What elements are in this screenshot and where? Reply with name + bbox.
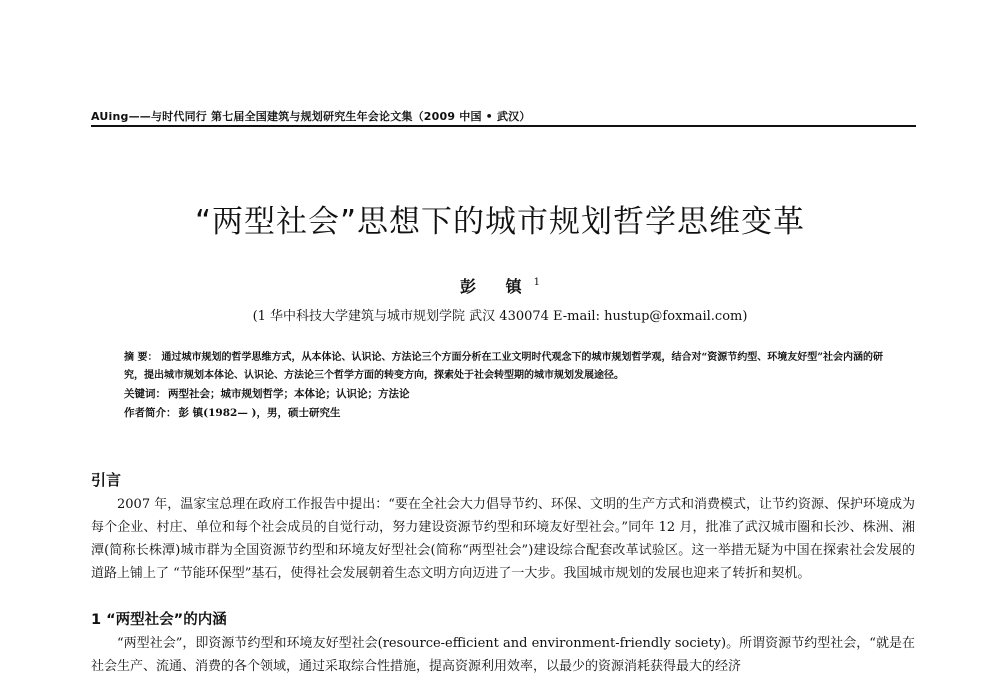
section1-body	[91, 632, 915, 678]
abstract-text: 通过城市规划的哲学思维方式，从本体论、认识论、方法论三个方面分析在工业文明时代观念下的城市规划哲学观，结合对“资源节约型、环境友好型”社会内涵的研究，提出城市规划本体论、认识论、方法论三个哲学方面的转变方向，探索处于社会转型期的城市规划发展途径。	[124, 352, 883, 381]
abstract-label: 摘 要：	[124, 352, 158, 363]
author-superscript: 1	[533, 277, 540, 288]
keywords	[124, 385, 894, 404]
section-heading-intro: 引言	[91, 471, 122, 489]
author-bio-text: 彭 镇(1982— )，男，硕士研究生	[178, 407, 341, 419]
affiliation: (1 华中科技大学建筑与城市规划学院 武汉 430074 E-mail: hustup@foxmail.com)	[252, 309, 748, 324]
author-line	[0, 274, 1000, 297]
section1-paragraph: “两型社会”，即资源节约型和环境友好型社会(resource-efficient and environment-friendly society)。所谓资源节约型社会，“就是在社会生产、流通、消费的各个领域，通过采取综合性措施，提高资源利用效率，以最少的资源消耗获得最大的经济	[91, 636, 915, 674]
section-heading-1: 1 “两型社会”的内涵	[91, 612, 227, 628]
keywords-label: 关键词：	[124, 388, 166, 400]
header-rule	[91, 125, 916, 127]
keywords-text: 两型社会；城市规划哲学；本体论；认识论；方法论	[168, 388, 410, 400]
running-header: AUing——与时代同行 第七届全国建筑与规划研究生年会论文集（2009 中国 • 武汉）	[91, 110, 531, 123]
author-name: 彭 镇	[460, 277, 534, 296]
abstract	[124, 349, 894, 385]
abstract-block	[124, 349, 894, 423]
intro-body	[91, 493, 915, 585]
author-bio-label: 作者简介：	[124, 407, 177, 419]
paper-title: “两型社会”思想下的城市规划哲学思维变革	[194, 204, 806, 240]
intro-paragraph: 2007 年，温家宝总理在政府工作报告中提出：“要在全社会大力倡导节约、环保、文明的生产方式和消费模式，让节约资源、保护环境成为每个企业、村庄、单位和每个社会成员的自觉行动，努力建设资源节约型和环境友好型社会。”同年 12 月，批准了武汉城市圈和长沙、株洲、湘潭(简称长株潭)城市群为全国资源节约型和环境友好型社会(简称“两型社会”)建设综合配套改革试验区。这一举措无疑为中国在探索社会发展的道路上铺上了 “节能环保型”基石，使得社会发展朝着生态文明方向迈进了一大步。我国城市规划的发展也迎来了转折和契机。	[91, 497, 915, 581]
author-bio	[124, 404, 894, 423]
